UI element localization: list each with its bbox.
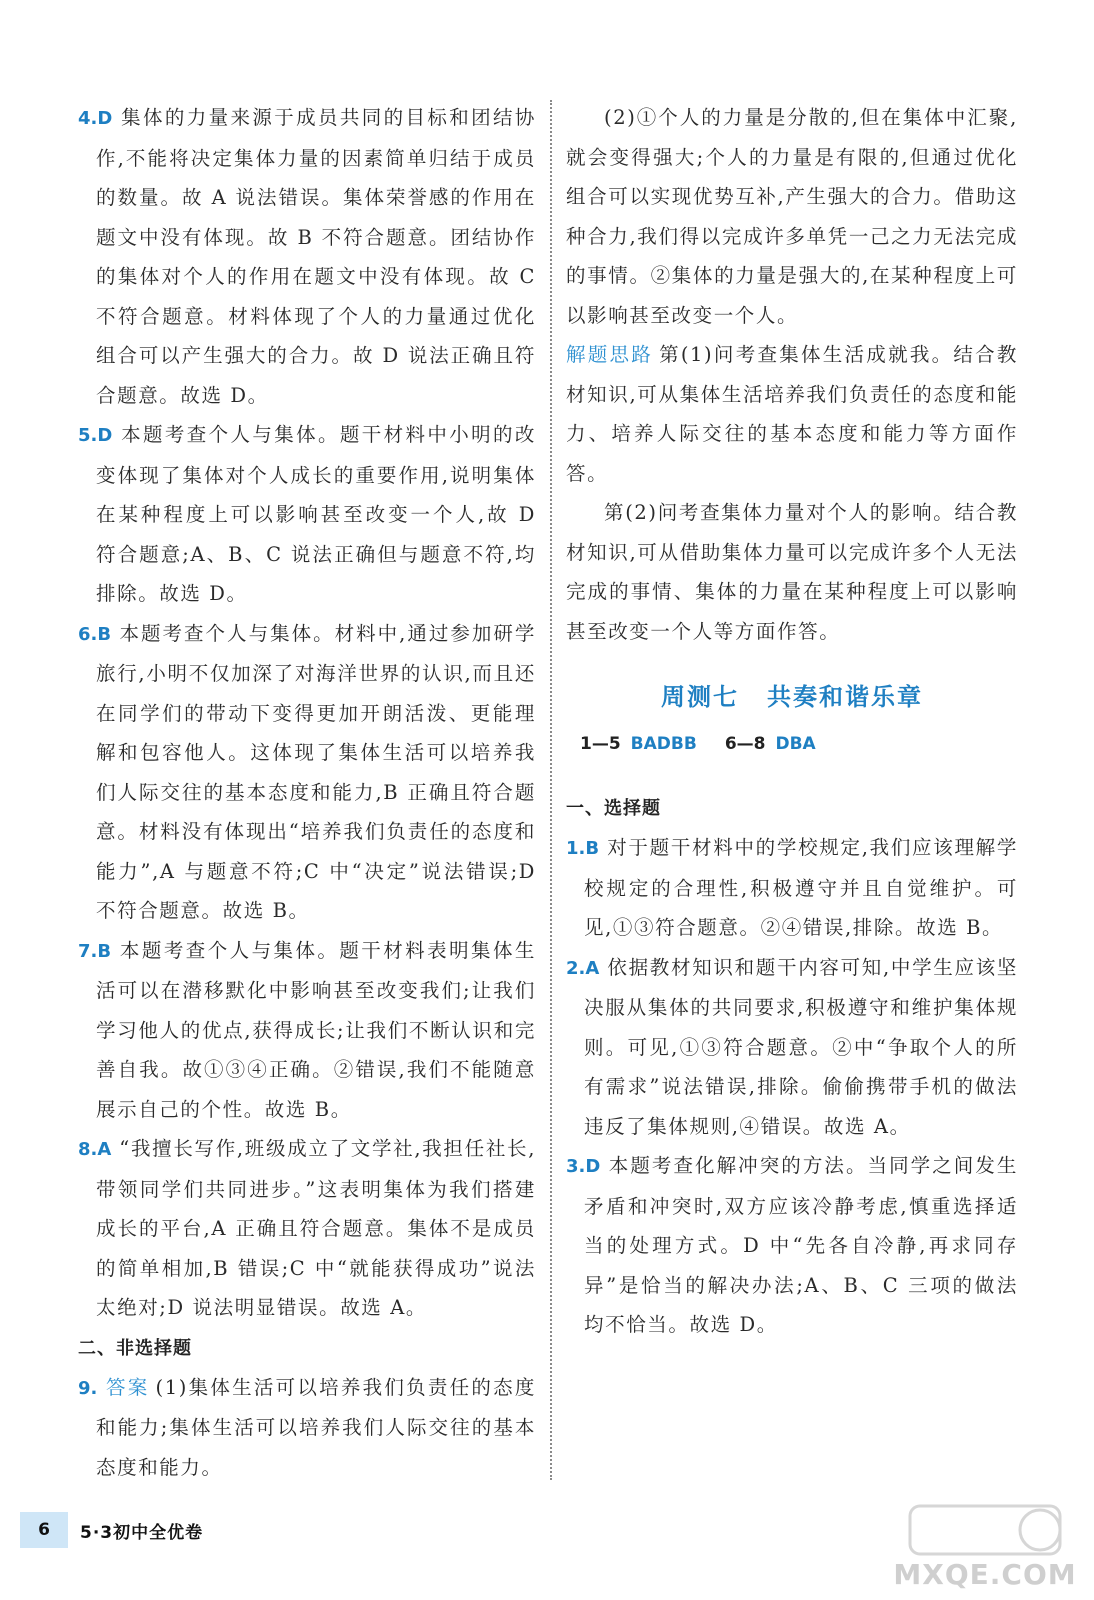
left-column xyxy=(78,98,536,1487)
page-number: 6 xyxy=(20,1512,68,1548)
item-number: 1.B xyxy=(566,838,600,859)
answer-item-6 xyxy=(78,614,536,931)
item-text: 依据教材知识和题干内容可知,中学生应该坚决服从集体的共同要求,积极遵守和维护集体规则。可见,①③符合题意。②中“争取个人的所有需求”说法错误,排除。偷偷携带手机的做法违反了集体规则,④错误。故选 A。 xyxy=(584,955,1018,1138)
answer-item-w7-2 xyxy=(566,948,1018,1147)
watermark-text: MXQE.COM xyxy=(893,1558,1077,1591)
watermark-icon xyxy=(890,1500,1080,1560)
quick-answers xyxy=(566,734,1018,754)
thinking-tag: 解题思路 xyxy=(566,343,654,366)
item-number: 6.B xyxy=(78,623,112,645)
item-number: 3.D xyxy=(566,1156,601,1177)
answer-key-1: BADBB xyxy=(630,734,697,754)
item-number: 8.A xyxy=(78,1139,112,1160)
watermark-logo xyxy=(890,1500,1080,1596)
thinking-text: 第(1)问考查集体生活成就我。结合教材知识,可从集体生活培养我们负责任的态度和能力、培养人际交往的基本态度和能力等方面作答。 xyxy=(566,343,1019,485)
section-heading-choice: 一、选择题 xyxy=(566,798,661,819)
thinking-paragraph-2: 第(2)问考查集体力量对个人的影响。结合教材知识,可从借助集体力量可以完成许多个人无法完成的事情、集体的力量在某种程度上可以影响甚至改变一个人等方面作答。 xyxy=(566,501,1018,643)
item-text: “我擅长写作,班级成立了文学社,我担任社长,带领同学们共同进步。”这表明集体为我们搭建成长的平台,A 正确且符合题意。集体不是成员的简单相加,B 错误;C 中“就能获得成功”说法太绝对;D 说法明显错误。故选 A。 xyxy=(96,1137,536,1319)
item-text: 本题考查个人与集体。题干材料中小明的改变体现了集体对个人成长的重要作用,说明集体在某种程度上可以影响甚至改变一个人,故 D 符合题意;A、B、C 说法正确但与题意不符,均排除。故选 D。 xyxy=(96,423,536,605)
column-divider xyxy=(550,100,552,1480)
book-brand: 5·3初中全优卷 xyxy=(80,1522,204,1543)
answer-tag: 答案 xyxy=(105,1375,150,1399)
answer-item-w7-3 xyxy=(566,1146,1018,1345)
item-text: 集体的力量来源于成员共同的目标和团结协作,不能将决定集体力量的因素简单归结于成员的数量。故 A 说法错误。集体荣誉感的作用在题文中没有体现。故 B 不符合题意。团结协作的集体对个人的作用在题文中没有体现。故 C 不符合题意。材料体现了个人的力量通过优化组合可以产生强大的合力。故 D 说法正确且符合题意。故选 D。 xyxy=(96,106,536,407)
right-column xyxy=(566,98,1018,1345)
answer-item-7 xyxy=(78,931,536,1130)
answer-item-4 xyxy=(78,98,536,415)
answer-range-1: 1—5 xyxy=(580,734,621,754)
item-text: 本题考查个人与集体。材料中,通过参加研学旅行,小明不仅加深了对海洋世界的认识,而且还在同学们的带动下变得更加开朗活泼、更能理解和包容他人。这体现了集体生活可以培养我们人际交往的基本态度和能力,B 正确且符合题意。材料没有体现出“培养我们负责任的态度和能力”,A 与题意不符;C 中“决定”说法错误;D 不符合题意。故选 B。 xyxy=(96,621,536,922)
item-text: 本题考查化解冲突的方法。当同学之间发生矛盾和冲突时,双方应该冷静考虑,慎重选择适当的处理方式。D 中“先各自冷静,再求同存异”是恰当的解决办法;A、B、C 三项的做法均不恰当。故选 D。 xyxy=(584,1154,1018,1336)
week-theme: 共奏和谐乐章 xyxy=(767,682,923,711)
thinking-paragraph-1 xyxy=(566,335,1018,493)
item-number: 5.D xyxy=(78,425,113,446)
answer-item-9 xyxy=(78,1368,536,1488)
item-number: 9. xyxy=(78,1377,98,1399)
item-number: 7.B xyxy=(78,940,112,962)
answer-item-8 xyxy=(78,1129,536,1328)
page-footer xyxy=(20,1510,203,1550)
item-number: 4.D xyxy=(78,108,113,129)
week-test-title xyxy=(566,677,1018,712)
answer-item-5 xyxy=(78,415,536,614)
item-number: 2.A xyxy=(566,957,600,979)
answer-key-2: DBA xyxy=(775,734,816,754)
item-text: (1)集体生活可以培养我们负责任的态度和能力;集体生活可以培养我们人际交往的基本态度和能力。 xyxy=(96,1375,537,1479)
answer-item-w7-1 xyxy=(566,828,1018,948)
item-text: 对于题干材料中的学校规定,我们应该理解学校规定的合理性,积极遵守并且自觉维护。可见,①③符合题意。②④错误,排除。故选 B。 xyxy=(584,836,1018,939)
answer-item-9-part2: (2)①个人的力量是分散的,但在集体中汇聚,就会变得强大;个人的力量是有限的,但通过优化组合可以实现优势互补,产生强大的合力。借助这种合力,我们得以完成许多单凭一己之力无法完成的事情。②集体的力量是强大的,在某种程度上可以影响甚至改变一个人。 xyxy=(566,106,1018,327)
week-label: 周测七 xyxy=(661,682,739,711)
answer-range-2: 6—8 xyxy=(724,734,766,754)
section-heading-non-choice: 二、非选择题 xyxy=(78,1337,192,1359)
item-text: 本题考查个人与集体。题干材料表明集体生活可以在潜移默化中影响甚至改变我们;让我们学习他人的优点,获得成长;让我们不断认识和完善自我。故①③④正确。②错误,我们不能随意展示自己的个性。故选 B。 xyxy=(96,938,536,1121)
